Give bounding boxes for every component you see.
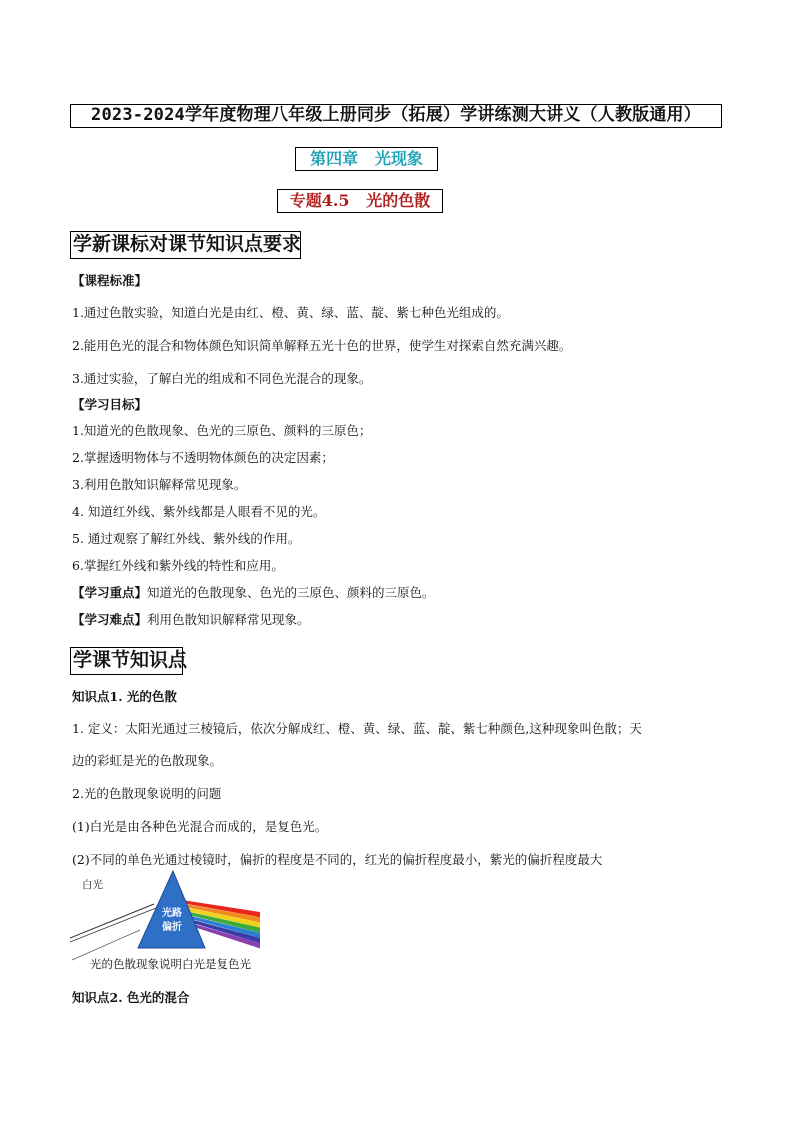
- section-heading-knowledge: 学课节知识点: [70, 647, 183, 675]
- key-point-line: [72, 585, 435, 601]
- difficulty-text: 利用色散知识解释常见现象。: [147, 612, 310, 627]
- prism-label-top: 光路: [162, 908, 182, 919]
- goal-item: 3.利用色散知识解释常见现象。: [72, 477, 247, 492]
- goal-item: 6.掌握红外线和紫外线的特性和应用。: [72, 558, 284, 573]
- goal-item: 5. 通过观察了解红外线、紫外线的作用。: [72, 531, 301, 546]
- knowledge-point-title: 知识点1. 光的色散: [72, 689, 177, 704]
- white-light-label: 白光: [82, 879, 103, 891]
- standard-item: 3.通过实验，了解白光的组成和不同色光混合的现象。: [72, 371, 372, 386]
- explanation-heading: 2.光的色散现象说明的问题: [72, 786, 222, 801]
- chapter-title: 第四章 光现象: [295, 147, 438, 171]
- standard-item: 2.能用色光的混合和物体颜色知识简单解释五光十色的世界，使学生对探索自然充满兴趣。: [72, 338, 572, 353]
- goal-item: 4. 知道红外线、紫外线都是人眼看不见的光。: [72, 504, 326, 519]
- goal-item: 1.知道光的色散现象、色光的三原色、颜料的三原色；: [72, 423, 372, 438]
- goals-label: 【学习目标】: [72, 397, 148, 412]
- definition-line: 1. 定义：太阳光通过三棱镜后，依次分解成红、橙、黄、绿、蓝、靛、紫七种颜色,这种现象叫色散；天: [72, 721, 642, 736]
- definition-line: 边的彩虹是光的色散现象。: [72, 753, 223, 768]
- section-heading-requirements: 学新课标对课节知识点要求: [70, 231, 301, 259]
- explanation-item: (2)不同的单色光通过棱镜时，偏折的程度是不同的，红光的偏折程度最小，紫光的偏折程度最大: [72, 852, 603, 867]
- white-light-ray: [70, 904, 154, 938]
- explanation-item: (1)白光是由各种色光混合而成的，是复色光。: [72, 819, 328, 834]
- key-point-label: 【学习重点】: [72, 585, 148, 600]
- prism-label-bottom: 偏折: [162, 922, 182, 933]
- document-title: 2023-2024学年度物理八年级上册同步（拓展）学讲练测大讲义（人教版通用）: [70, 104, 722, 128]
- diagram-caption: 光的色散现象说明白光是复色光: [90, 957, 251, 971]
- knowledge-point-title: 知识点2. 色光的混合: [72, 990, 190, 1005]
- topic-title: 专题4.5 光的色散: [277, 189, 443, 213]
- goal-item: 2.掌握透明物体与不透明物体颜色的决定因素；: [72, 450, 334, 465]
- key-point-text: 知道光的色散现象、色光的三原色、颜料的三原色。: [147, 585, 435, 600]
- difficulty-line: [72, 612, 310, 628]
- difficulty-label: 【学习难点】: [72, 612, 148, 627]
- standards-label: 【课程标准】: [72, 273, 148, 288]
- standard-item: 1.通过色散实验，知道白光是由红、橙、黄、绿、蓝、靛、紫七种色光组成的。: [72, 305, 509, 320]
